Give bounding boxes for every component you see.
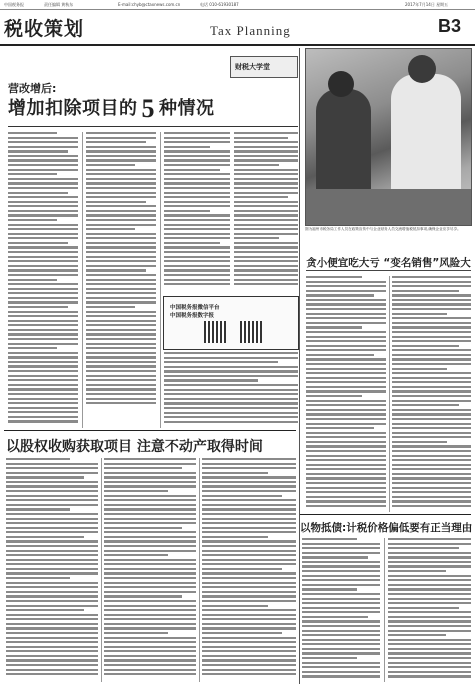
- page-header: [0, 10, 475, 46]
- article1-col3: [164, 132, 230, 292]
- article4-col1: [302, 538, 380, 682]
- column-banner: [230, 56, 298, 78]
- article1-col4: [234, 132, 298, 292]
- article2-rule: [306, 270, 471, 271]
- article1-title-number: 5: [141, 94, 155, 123]
- section-title-en: Tax Planning: [210, 23, 291, 38]
- section-divider: [300, 514, 471, 515]
- date: 2017年7月14日 星期五: [405, 2, 449, 7]
- col-rule: [384, 538, 385, 682]
- article3-title: 以股权收购获取项目 注意不动产取得时间: [6, 439, 263, 455]
- editor: 责任编辑 黄秋东: [44, 2, 74, 7]
- article1-kicker: 营改增后:: [8, 82, 57, 95]
- article3-col1: [6, 458, 98, 682]
- article3-col2: [104, 458, 196, 682]
- qr-code-icon[interactable]: [240, 321, 262, 343]
- banner-text: 财税大学堂: [235, 63, 270, 71]
- col-rule: [101, 458, 102, 682]
- paper-name: 中国税务报: [4, 2, 24, 7]
- article4-title: 以物抵债:计税价格偏低要有正当理由: [300, 522, 473, 534]
- article2-title: 贪小便宜吃大亏 “变名销售”风险大: [306, 257, 471, 269]
- page-number: B3: [438, 16, 462, 36]
- col-rule: [82, 132, 83, 428]
- main-col-rule: [299, 48, 300, 684]
- qr-promo-line1: 中国税务报微信平台: [170, 305, 220, 311]
- email: E-mail:chyb@ctaxnews.com.cn: [118, 2, 181, 7]
- col-rule: [160, 132, 161, 428]
- article3-col3: [202, 458, 296, 682]
- article1-col3-tail: [164, 352, 298, 428]
- section-divider: [4, 430, 296, 431]
- photo-caption: 图为福州市税务局工作人员在政策宣传中与企业财务人员交流增值税抵扣事项,确保企业应享尽享。: [305, 227, 461, 231]
- article2-col1: [306, 276, 386, 512]
- article1-title-post: 种情况: [159, 98, 215, 119]
- article1-rule: [8, 126, 298, 127]
- qr-promo-box: [163, 296, 299, 350]
- article1-title: [8, 94, 215, 124]
- news-photo: [305, 48, 472, 226]
- section-title: 税收策划: [4, 18, 85, 40]
- qr-promo-line2: 中国税务报数字报: [170, 313, 215, 319]
- col-rule: [199, 458, 200, 682]
- article1-title-pre: 增加扣除项目的: [8, 98, 138, 119]
- article1-col1: [8, 132, 78, 432]
- phone: 电话 010-61930187: [200, 2, 239, 7]
- article2-col2: [392, 276, 471, 512]
- masthead-strip: [0, 0, 475, 10]
- article4-col2: [388, 538, 471, 682]
- col-rule: [389, 276, 390, 512]
- article1-col2: [86, 132, 156, 432]
- qr-code-icon[interactable]: [204, 321, 226, 343]
